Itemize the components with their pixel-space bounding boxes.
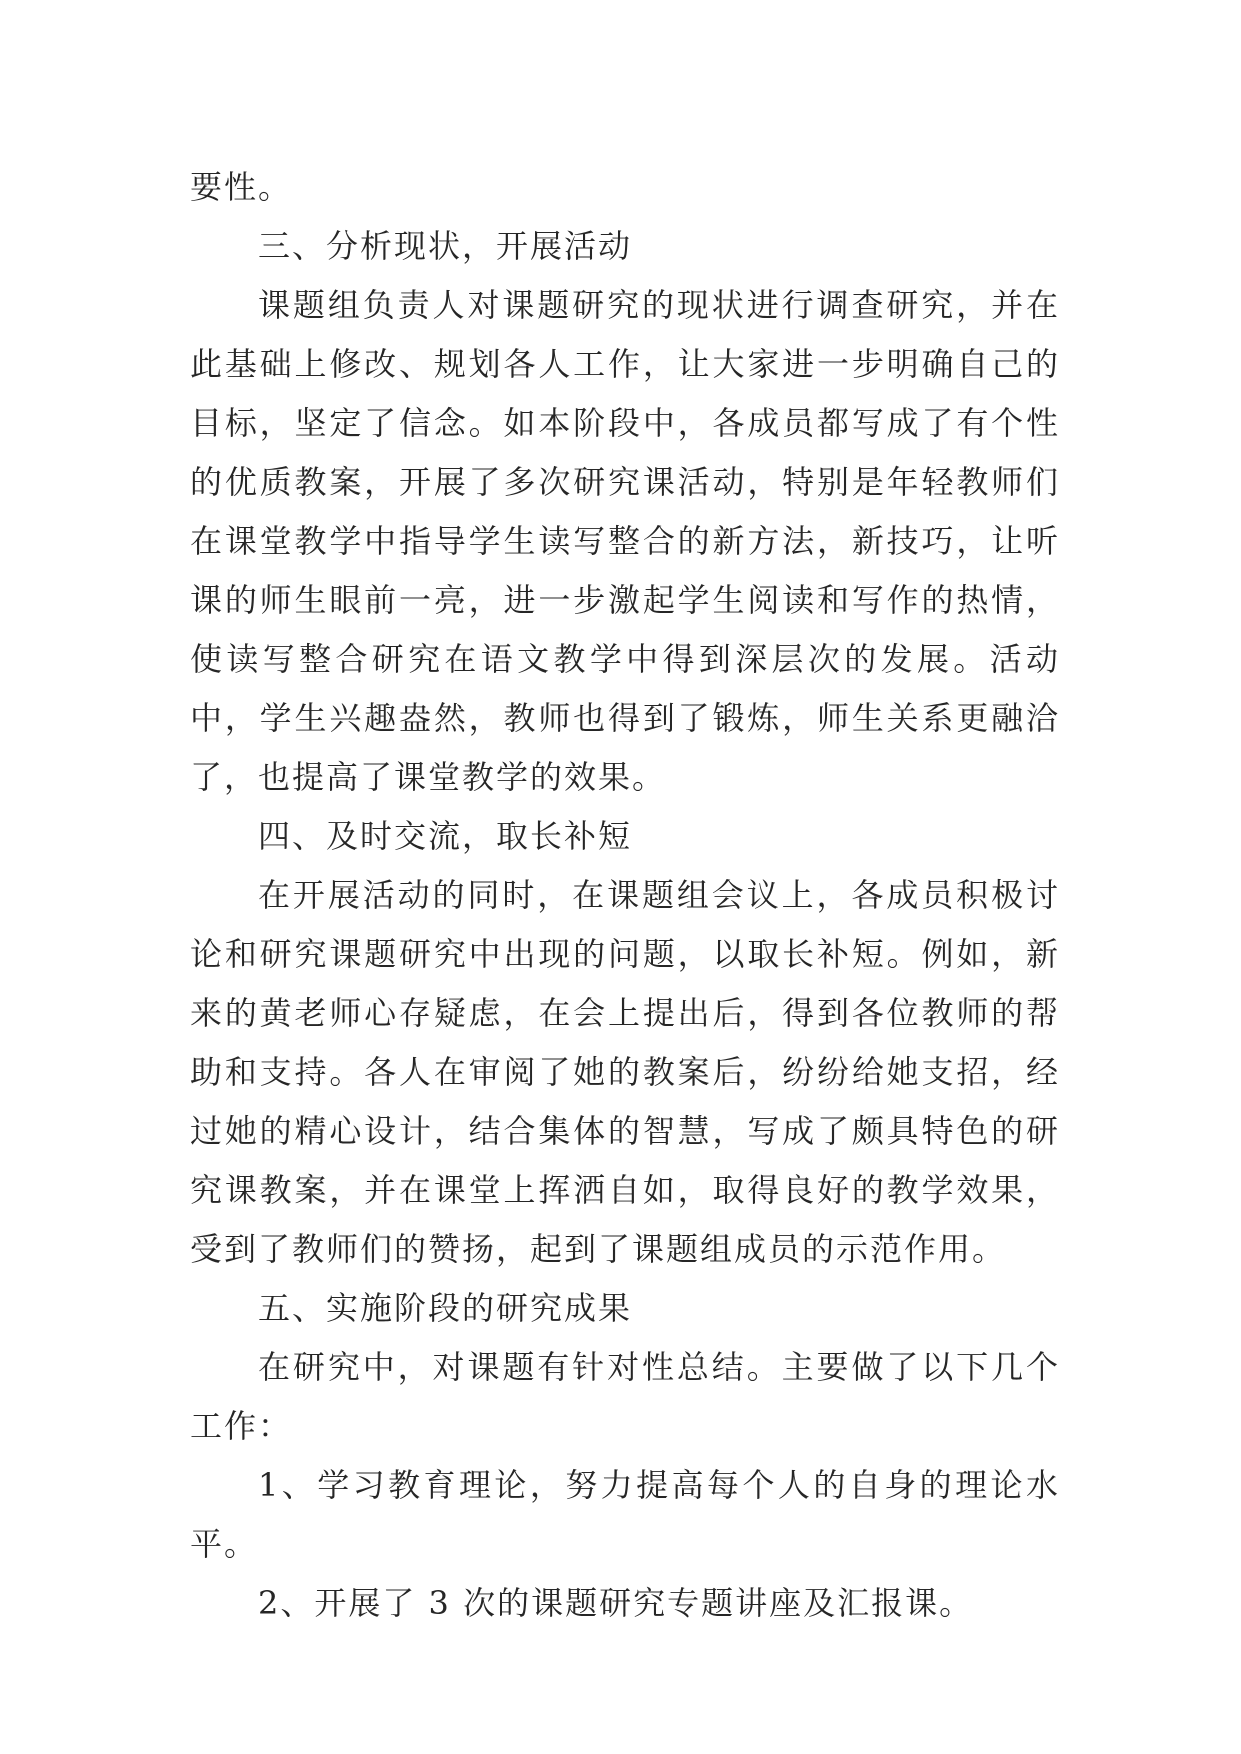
paragraph-exchange: 在开展活动的同时，在课题组会议上，各成员积极讨论和研究课题研究中出现的问题，以取长补短。例如，新来的黄老师心存疑虑，在会上提出后，得到各位教师的帮助和支持。各人在审阅了她的教案后，纷纷给她支招，经过她的精心设计，结合集体的智慧，写成了颇具特色的研究课教案，并在课堂上挥洒自如，取得良好的教学效果，受到了教师们的赞扬，起到了课题组成员的示范作用。 <box>190 876 1060 1268</box>
section-heading-4: 四、及时交流，取长补短 <box>258 817 633 855</box>
paragraph-results-intro: 在研究中，对课题有针对性总结。主要做了以下几个工作： <box>190 1348 1060 1445</box>
list-item-2: 2、开展了 3 次的课题研究专题讲座及汇报课。 <box>258 1584 974 1622</box>
list-item-1: 1、学习教育理论，努力提高每个人的自身的理论水平。 <box>190 1466 1060 1563</box>
paragraph-analysis: 课题组负责人对课题研究的现状进行调查研究，并在此基础上修改、规划各人工作，让大家进一步明确自己的目标，坚定了信念。如本阶段中，各成员都写成了有个性的优质教案，开展了多次研究课活动，特别是年轻教师们在课堂教学中指导学生读写整合的新方法，新技巧，让听课的师生眼前一亮，进一步激起学生阅读和写作的热情，使读写整合研究在语文教学中得到深层次的发展。活动中，学生兴趣盎然，教师也得到了锻炼，师生关系更融洽了，也提高了课堂教学的效果。 <box>190 286 1060 796</box>
document-body <box>190 158 1060 1633</box>
section-heading-5: 五、实施阶段的研究成果 <box>258 1289 633 1327</box>
paragraph-continuation: 要性。 <box>190 168 293 206</box>
section-heading-3: 三、分析现状，开展活动 <box>258 227 633 265</box>
